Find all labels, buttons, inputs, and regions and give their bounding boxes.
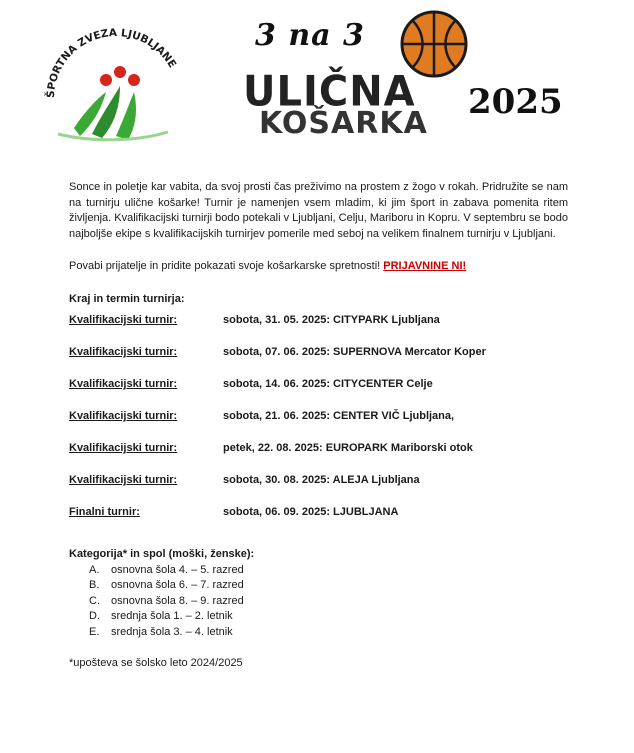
sports-federation-logo xyxy=(40,28,200,148)
schedule-row xyxy=(69,409,568,441)
schedule-row xyxy=(69,441,568,473)
schedule-row-final xyxy=(69,505,568,537)
category-text: osnovna šola 6. – 7. razred xyxy=(111,579,244,591)
category-item xyxy=(89,578,568,594)
tournament-type-label: Kvalifikacijski turnir: xyxy=(69,346,178,358)
invite-text: Povabi prijatelje in pridite pokazati svoje košarkarske spretnosti! xyxy=(69,260,384,272)
document-body xyxy=(69,180,568,672)
category-text: srednja šola 3. – 4. letnik xyxy=(111,625,233,638)
categories-heading: Kategorija* in spol (moški, ženske): xyxy=(69,548,255,560)
intro-paragraph: Sonce in poletje kar vabita, da svoj prosti čas preživimo na prostem z žogo v rokah. Pridružite se nam na turnirju ulične košarke! Turnir je namenjen vsem mladim, ki jim šport in zabava pomenita ritem življenja. Kvalifikacijski turnirji bodo potekali v Ljubljani, Celju, Mariboru in Kopru. V septembru se bodo najboljše ekipe s kvalifikacijskih turnirjev pomerile med seboj na velikem finalnem turnirju v Ljubljani. xyxy=(69,181,568,240)
tournament-date-venue: sobota, 30. 08. 2025: ALEJA Ljubljana xyxy=(223,474,420,486)
category-letter: E. xyxy=(89,625,100,638)
logo-dot-red-2 xyxy=(114,66,126,78)
logo-graphic xyxy=(40,28,200,148)
event-title-line2: KOŠARKA xyxy=(259,106,428,141)
category-text: osnovna šola 8. – 9. razred xyxy=(111,594,244,607)
schedule-row xyxy=(69,473,568,505)
schedule-row xyxy=(69,313,568,345)
free-entry-highlight: PRIJAVNINE NI! xyxy=(383,260,467,272)
event-title-line1: ULIČNA xyxy=(243,67,416,117)
logo-dot-red-1 xyxy=(100,74,112,86)
category-item xyxy=(89,594,568,610)
tournament-type-label: Kvalifikacijski turnir: xyxy=(69,378,178,390)
tournament-type-label: Kvalifikacijski turnir: xyxy=(69,314,178,326)
category-text: osnovna šola 4. – 5. razred xyxy=(111,563,244,576)
logo-org-name: ŠPORTNA ZVEZA LJUBLJANE xyxy=(44,28,179,99)
schedule-row xyxy=(69,377,568,409)
tournament-date-venue: sobota, 31. 05. 2025: CITYPARK Ljubljana xyxy=(223,314,440,326)
logo-dot-red-3 xyxy=(128,74,140,86)
tournament-date-venue: sobota, 14. 06. 2025: CITYCENTER Celje xyxy=(223,378,433,390)
tournament-date-venue: sobota, 07. 06. 2025: SUPERNOVA Mercator Koper xyxy=(223,346,486,358)
category-item xyxy=(89,625,568,641)
svg-text:ŠPORTNA ZVEZA LJUBLJANE xyxy=(44,28,178,98)
tournament-date-venue: petek, 22. 08. 2025: EUROPARK Mariborski otok xyxy=(223,442,473,454)
category-letter: B. xyxy=(89,579,100,591)
category-item xyxy=(89,609,568,625)
tournament-date-venue: sobota, 21. 06. 2025: CENTER VIČ Ljubljana, xyxy=(223,410,455,422)
tournament-type-label: Kvalifikacijski turnir: xyxy=(69,442,178,454)
schedule-row xyxy=(69,345,568,377)
tournament-date-venue: sobota, 06. 09. 2025: LJUBLJANA xyxy=(223,506,399,518)
tournament-type-label: Kvalifikacijski turnir: xyxy=(69,410,178,422)
category-text: srednja šola 1. – 2. letnik xyxy=(111,610,233,622)
invite-paragraph xyxy=(69,259,568,275)
schedule-heading: Kraj in termin turnirja: xyxy=(69,292,185,305)
tournament-type-label: Kvalifikacijski turnir: xyxy=(69,474,178,486)
event-year: 2025 xyxy=(468,82,563,122)
category-item xyxy=(89,563,568,579)
school-year-footnote: *upošteva se šolsko leto 2024/2025 xyxy=(69,657,243,669)
tournament-type-label: Finalni turnir: xyxy=(69,506,140,518)
schedule-list xyxy=(69,313,568,537)
category-letter: D. xyxy=(89,610,100,622)
logo-swoosh xyxy=(58,132,168,140)
category-letter: C. xyxy=(89,594,100,607)
categories-list xyxy=(69,563,568,641)
event-subtitle: 3 na 3 xyxy=(255,18,365,53)
category-letter: A. xyxy=(89,563,100,576)
